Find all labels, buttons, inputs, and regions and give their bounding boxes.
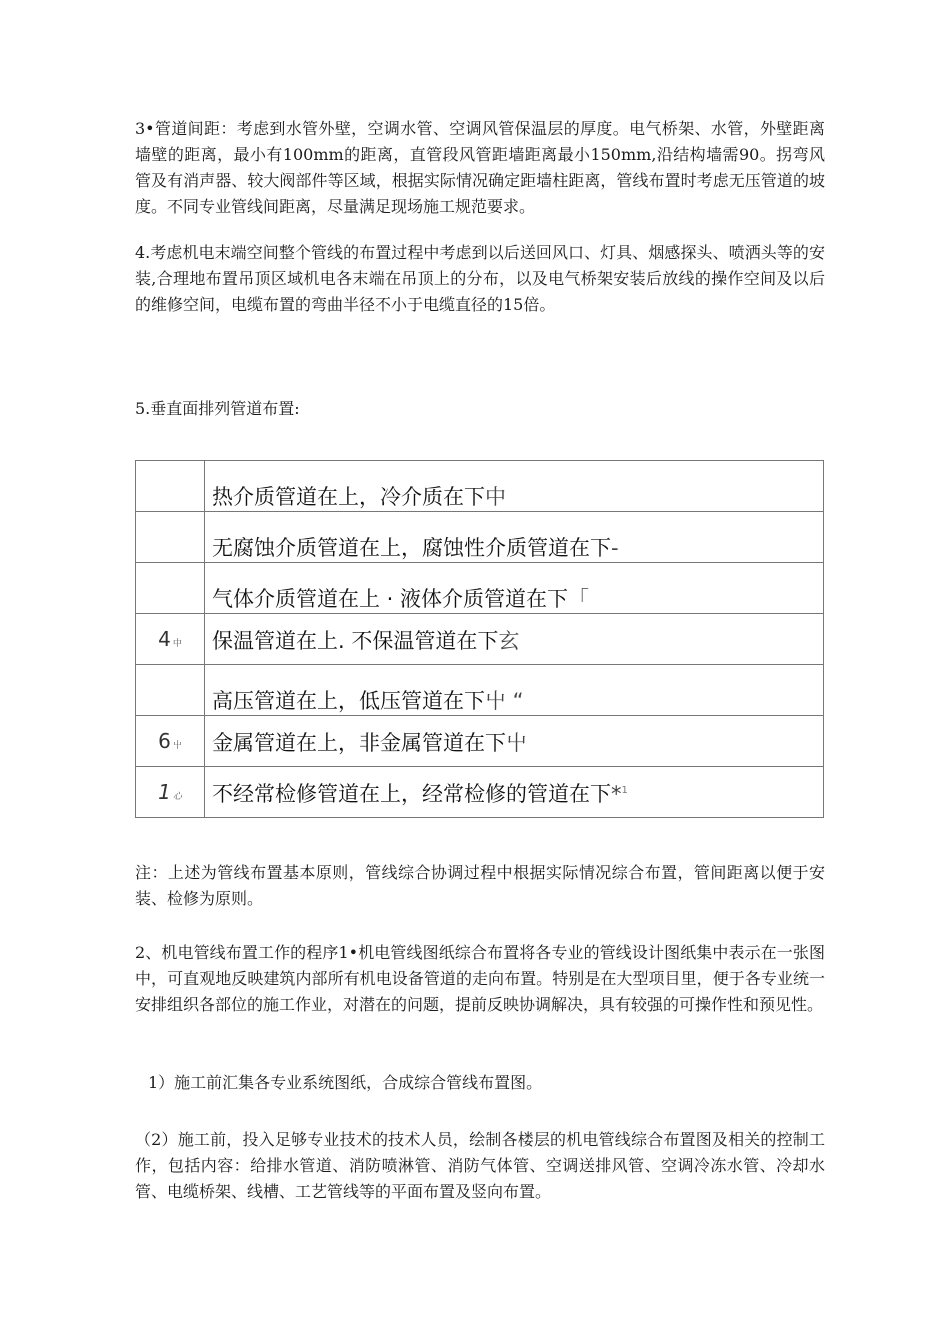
row-rule: 高压管道在上，低压管道在下屮 “ [205,665,824,716]
row-number: 1 心 [136,767,205,818]
row-rule: 热介质管道在上，冷介质在下中 [205,461,824,512]
row-rule: 无腐蚀介质管道在上，腐蚀性介质管道在下- [205,512,824,563]
paragraph-step-1: 1）施工前汇集各专业系统图纸，合成综合管线布置图。 [148,1073,543,1092]
row-number: 6 屮 [136,716,205,767]
table-row [136,665,824,716]
row-rule: 不经常检修管道在上，经常检修的管道在下*$^1$ [205,767,824,818]
paragraph-note: 注：上述为管线布置基本原则，管线综合协调过程中根据实际情况综合布置，管间距离以便于安装、检修为原则。 [135,863,825,908]
row-number [136,461,205,512]
table-row [136,614,824,665]
row-rule: 气体介质管道在上 · 液体介质管道在下「 [205,563,824,614]
vertical-arrangement-table [135,460,824,818]
paragraph-vertical-arrangement-heading: 5.垂直面排列管道布置: [135,399,300,418]
row-number [136,512,205,563]
table-row [136,512,824,563]
table-row [136,461,824,512]
table-row [136,563,824,614]
row-rule: 金属管道在上，非金属管道在下屮 [205,716,824,767]
paragraph-pipe-spacing: 3•管道间距：考虑到水管外壁，空调水管、空调风管保温层的厚度。电气桥架、水管，外壁距离墙壁的距离，最小有100mm的距离，直管段风管距墙距离最小150mm,沿结构墙需90。拐弯风管及有消声器、较大阀部件等区域，根据实际情况确定距墙柱距离，管线布置时考虑无压管道的坡度。不同专业管线间距离，尽量满足现场施工规范要求。 [135,119,825,216]
row-number [136,665,205,716]
row-rule: 保温管道在上. 不保温管道在下玄 [205,614,824,665]
paragraph-procedure: 2、机电管线布置工作的程序1•机电管线图纸综合布置将各专业的管线设计图纸集中表示在一张图中，可直观地反映建筑内部所有机电设备管道的走向布置。特别是在大型项目里，便于各专业统一安排组织各部位的施工作业，对潜在的问题，提前反映协调解决，具有较强的可操作性和预见性。 [135,943,825,1014]
table-row [136,767,824,818]
paragraph-step-2: （2）施工前，投入足够专业技术的技术人员，绘制各楼层的机电管线综合布置图及相关的控制工作，包括内容：给排水管道、消防喷淋管、消防气体管、空调送排风管、空调冷冻水管、冷却水管、电缆桥架、线槽、工艺管线等的平面布置及竖向布置。 [135,1130,825,1201]
table-row [136,716,824,767]
row-number: 4 中 [136,614,205,665]
row-number [136,563,205,614]
paragraph-terminal-space: 4.考虑机电末端空间整个管线的布置过程中考虑到以后送回风口、灯具、烟感探头、喷洒头等的安装,合理地布置吊顶区域机电各末端在吊顶上的分布，以及电气桥架安装后放线的操作空间及以后的维修空间，电缆布置的弯曲半径不小于电缆直径的15倍。 [135,243,825,314]
